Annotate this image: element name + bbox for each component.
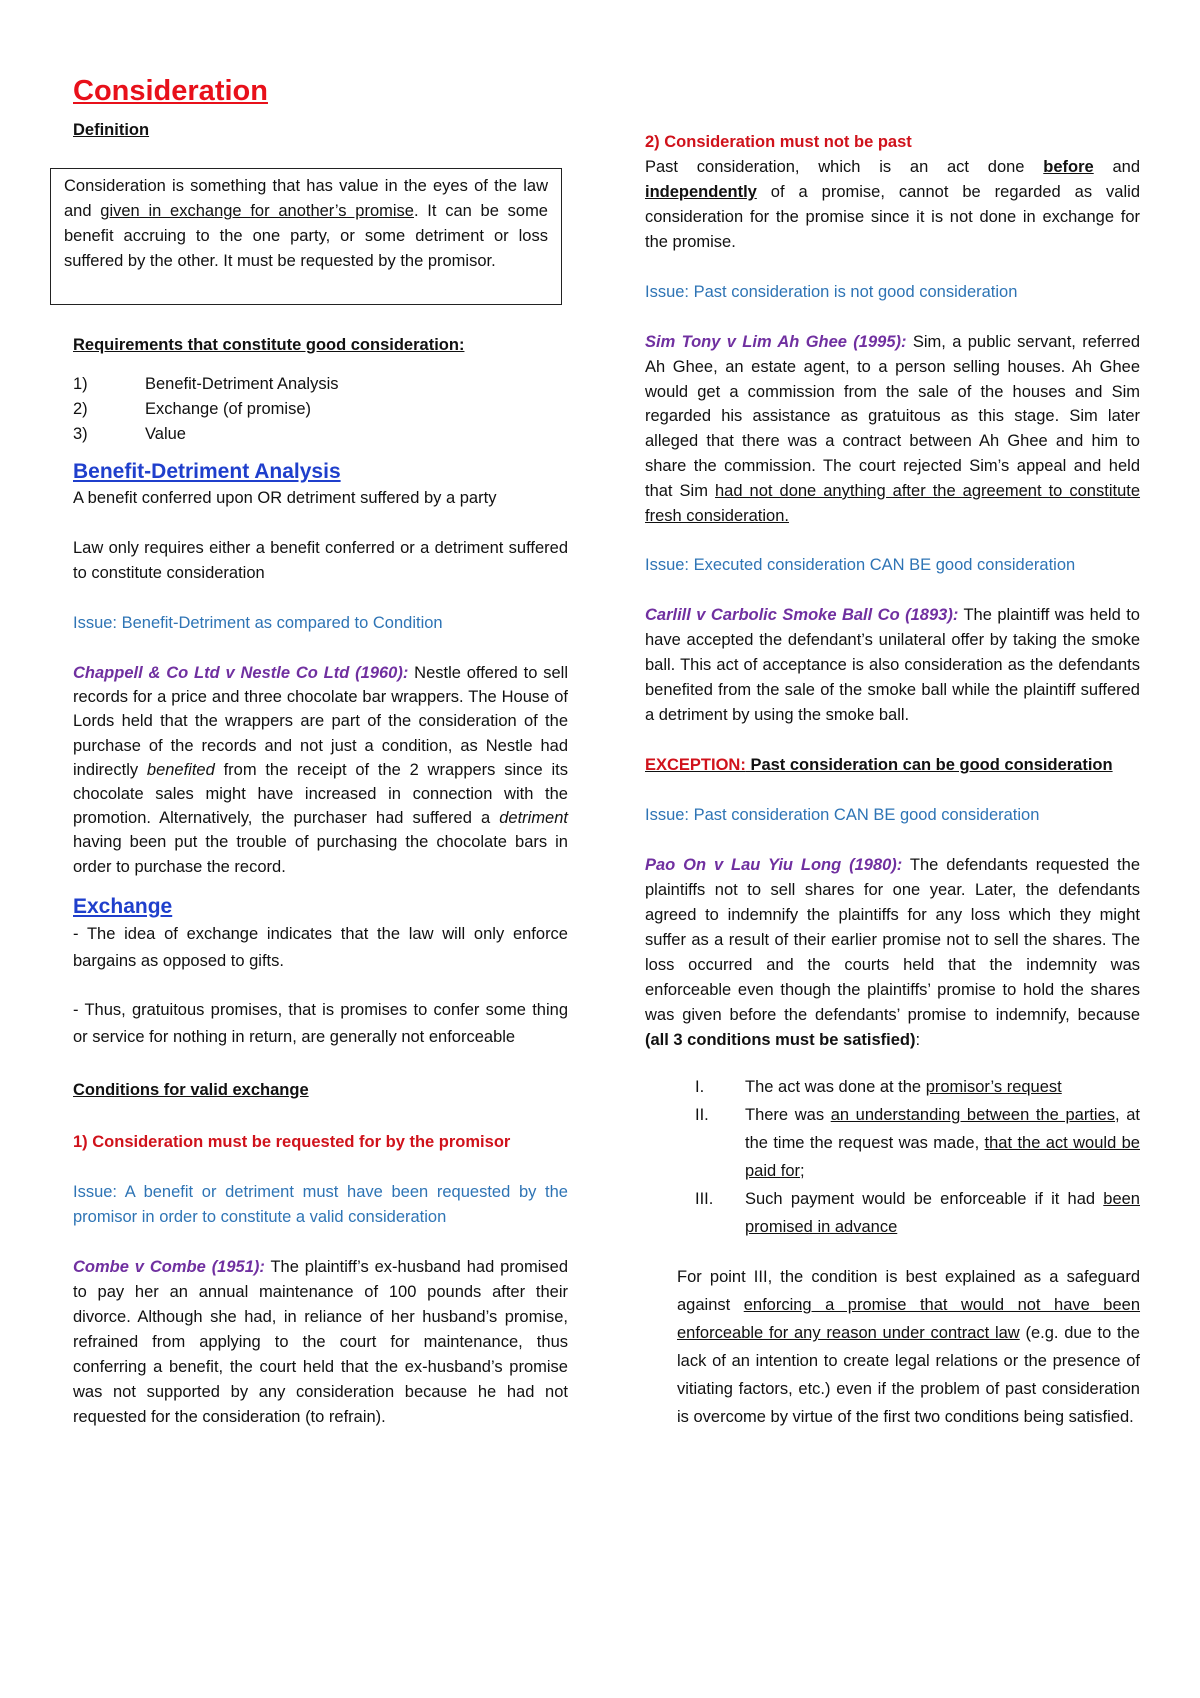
list-item: I. The act was done at the promisor’s request [695, 1078, 1062, 1097]
past-issue2: Issue: Executed consideration CAN BE good consideration [645, 556, 1076, 575]
condition1-issue: Issue: A benefit or detriment must have been requested by the promisor in order to constitute a valid consideration [73, 1182, 568, 1226]
definition-text: Consideration is something that has value in the eyes of the law and [64, 177, 548, 220]
page-title: Consideration [73, 75, 268, 107]
definition-text-underlined: given in exchange for another’s promise [100, 202, 414, 220]
list-item: 1) Benefit-Detriment Analysis [73, 375, 339, 393]
definition-text-end: . It can be some benefit accruing to the one party, or some detriment or loss suffered by the other. It must be requested by the promisor. [64, 202, 548, 270]
benefit-heading: Benefit-Detriment Analysis [73, 460, 341, 483]
list-item: II. There was an understanding between the parties, at the time the request was made, that the act would be paid for; [695, 1106, 1140, 1181]
benefit-line2: Law only requires either a benefit conferred or a detriment suffered to constitute consideration [73, 539, 568, 582]
combe-case: Combe v Combe (1951): The plaintiff’s ex-husband had promised to pay her an annual maintenance of 100 pounds after their divorce. Although she had, in reliance of her husband’s promise, refrained from applying to the court for maintenance, thus conferring a benefit, the court held that the ex-husband’s promise was not supported by any consideration because he had not requested for the consideration (to refrain). [73, 1257, 568, 1426]
list-item: 3) Value [73, 425, 186, 443]
exchange-para2: - Thus, gratuitous promises, that is promises to confer some thing or service for nothing in return, are generally not enforceable [73, 1000, 568, 1046]
past-issue3: Issue: Past consideration CAN BE good consideration [645, 806, 1040, 825]
requirements-heading: Requirements that constitute good consideration: [73, 336, 465, 354]
list-item: 2) Exchange (of promise) [73, 400, 311, 418]
conditions-heading: Conditions for valid exchange [73, 1080, 309, 1099]
list-item: III. Such payment would be enforceable if it had been promised in advance [695, 1190, 1140, 1237]
benefit-line1: A benefit conferred upon OR detriment suffered by a party [73, 489, 497, 507]
pao-conditions-list [645, 1073, 1140, 1241]
definition-heading: Definition [73, 121, 150, 139]
exchange-para1: - The idea of exchange indicates that the law will only enforce bargains as opposed to gifts. [73, 924, 568, 970]
carlill-case: Carlill v Carbolic Smoke Ball Co (1893): The plaintiff was held to have accepted the defendant’s unilateral offer by taking the smoke ball. This act of acceptance is also consideration as the defendants benefited from the sale of the smoke ball while the plaintiff suffered a detriment by using the smoke ball. [645, 606, 1140, 725]
exchange-heading: Exchange [73, 894, 173, 918]
condition1-heading: 1) Consideration must be requested for by the promisor [73, 1132, 511, 1151]
benefit-issue: Issue: Benefit-Detriment as compared to Condition [73, 614, 443, 632]
pao-case: Pao On v Lau Yiu Long (1980): The defendants requested the plaintiffs not to sell shares for one year. Later, the defendants agreed to indemnify the plaintiffs for any loss which they might suffer as a result of their earlier promise not to sell the shares. The loss occurred and the courts held that the indemnity was enforceable even though the plaintiffs’ promise to hold the shares was given before the defendants’ promise to indemnify, because (all 3 conditions must be satisfied): [645, 856, 1140, 1050]
past-issue1: Issue: Past consideration is not good consideration [645, 283, 1018, 301]
definition-box [50, 168, 562, 305]
point3-explanation: For point III, the condition is best explained as a safeguard against enforcing a promise that would not have been enforceable for any reason under contract law (e.g. due to the lack of an intention to create legal relations or the presence of vitiating factors, etc.) even if the problem of past consideration is overcome by virtue of the first two conditions being satisfied. [677, 1268, 1141, 1427]
past-heading: 2) Consideration must not be past [645, 133, 912, 151]
past-intro: Past consideration, which is an act done before and independently of a promise, cannot be regarded as valid consideration for the promise since it is not done in exchange for the promise. [645, 158, 1140, 251]
right-column [645, 130, 1140, 1431]
chappell-case: Chappell & Co Ltd v Nestle Co Ltd (1960): Nestle offered to sell records for a price and three chocolate bar wrappers. The House of Lords held that the wrappers are part of the consideration of the purchase of the records and not just a condition, as Nestle had indirectly benefited from the receipt of the 2 wrappers since its chocolate sales might have increased in connection with the promotion. Alternatively, the purchaser had suffered a detriment having been put the trouble of purchasing the chocolate bars in order to purchase the record. [73, 664, 568, 876]
exception-heading: EXCEPTION: Past consideration can be good consideration [645, 756, 1113, 775]
requirements-list [73, 372, 568, 447]
sim-case: Sim Tony v Lim Ah Ghee (1995): Sim, a public servant, referred Ah Ghee, an estate agent, to a person selling houses. Ah Ghee would get a commission from the sale of the houses and Sim regarded his assistance as gratuitous as this stage. Sim later alleged that there was a contract between Ah Ghee and him to share the commission. The court rejected Sim’s appeal and held that Sim had not done anything after the agreement to constitute fresh consideration. [645, 333, 1141, 525]
left-column-body [73, 333, 568, 1430]
